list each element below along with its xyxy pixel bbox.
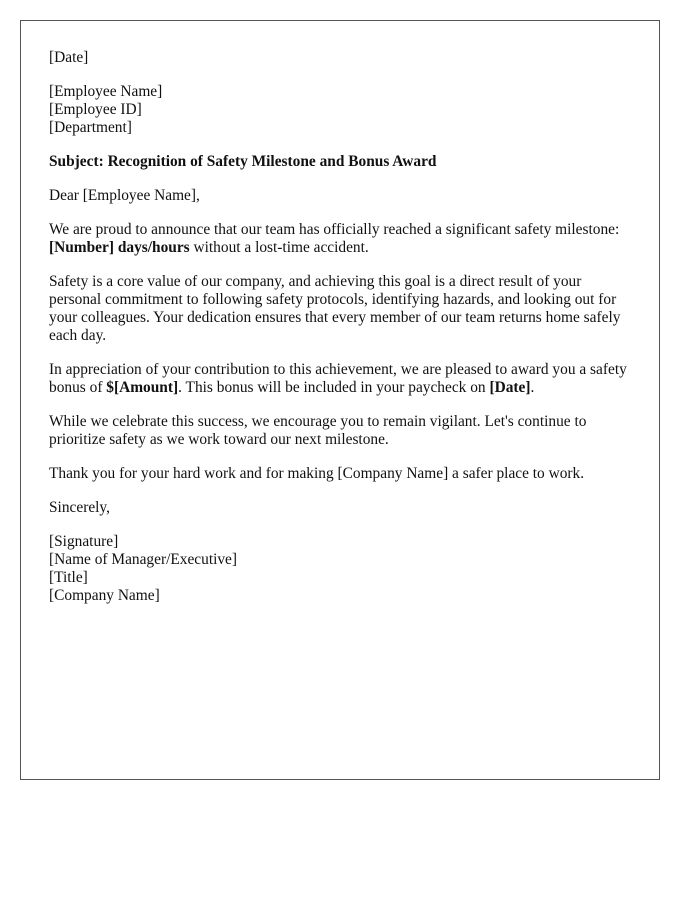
recipient-department: [Department] xyxy=(49,119,132,136)
paragraph-vigilance xyxy=(49,413,631,449)
para2-text: Safety is a core value of our company, and achieving this goal is a direct result of your personal commitment to following safety protocols, identifying hazards, and looking out for your colleagues. Your dedication ensures that every member of our team returns home safely each day. xyxy=(49,273,621,344)
signer-title: [Title] xyxy=(49,569,88,586)
para3-before: In appreciation of your contribution to this achievement, we are pleased to award you a safety bonus of xyxy=(49,361,627,396)
para3-middle: . This bonus will be included in your paycheck on xyxy=(178,379,490,396)
closing-text: Sincerely, xyxy=(49,499,110,516)
paragraph-milestone xyxy=(49,221,631,257)
paycheck-date: [Date] xyxy=(489,379,531,396)
salutation-text: Dear [Employee Name], xyxy=(49,187,200,204)
letter-page xyxy=(20,20,660,780)
paragraph-bonus xyxy=(49,361,631,397)
subject-line xyxy=(49,153,631,171)
recipient-id: [Employee ID] xyxy=(49,101,142,118)
salutation xyxy=(49,187,631,205)
letter-date xyxy=(49,49,631,67)
para4-text: While we celebrate this success, we encourage you to remain vigilant. Let's continue to prioritize safety as we work toward our next milestone. xyxy=(49,413,587,448)
bonus-amount: $[Amount] xyxy=(106,379,179,396)
recipient-name: [Employee Name] xyxy=(49,83,163,100)
closing xyxy=(49,499,631,517)
subject-text: Subject: Recognition of Safety Milestone and Bonus Award xyxy=(49,153,437,170)
date-text: [Date] xyxy=(49,49,89,66)
paragraph-thanks xyxy=(49,465,631,483)
para1-before: We are proud to announce that our team has officially reached a significant safety milestone: xyxy=(49,221,620,238)
para1-after: without a lost-time accident. xyxy=(189,239,369,256)
para5-text: Thank you for your hard work and for making [Company Name] a safer place to work. xyxy=(49,465,585,482)
paragraph-safety-value xyxy=(49,273,631,345)
signature-line: [Signature] xyxy=(49,533,119,550)
signer-name: [Name of Manager/Executive] xyxy=(49,551,238,568)
signature-block xyxy=(49,533,631,605)
recipient-block xyxy=(49,83,631,137)
para3-after: . xyxy=(530,379,535,396)
signer-company: [Company Name] xyxy=(49,587,160,604)
milestone-count: [Number] days/hours xyxy=(49,239,190,256)
